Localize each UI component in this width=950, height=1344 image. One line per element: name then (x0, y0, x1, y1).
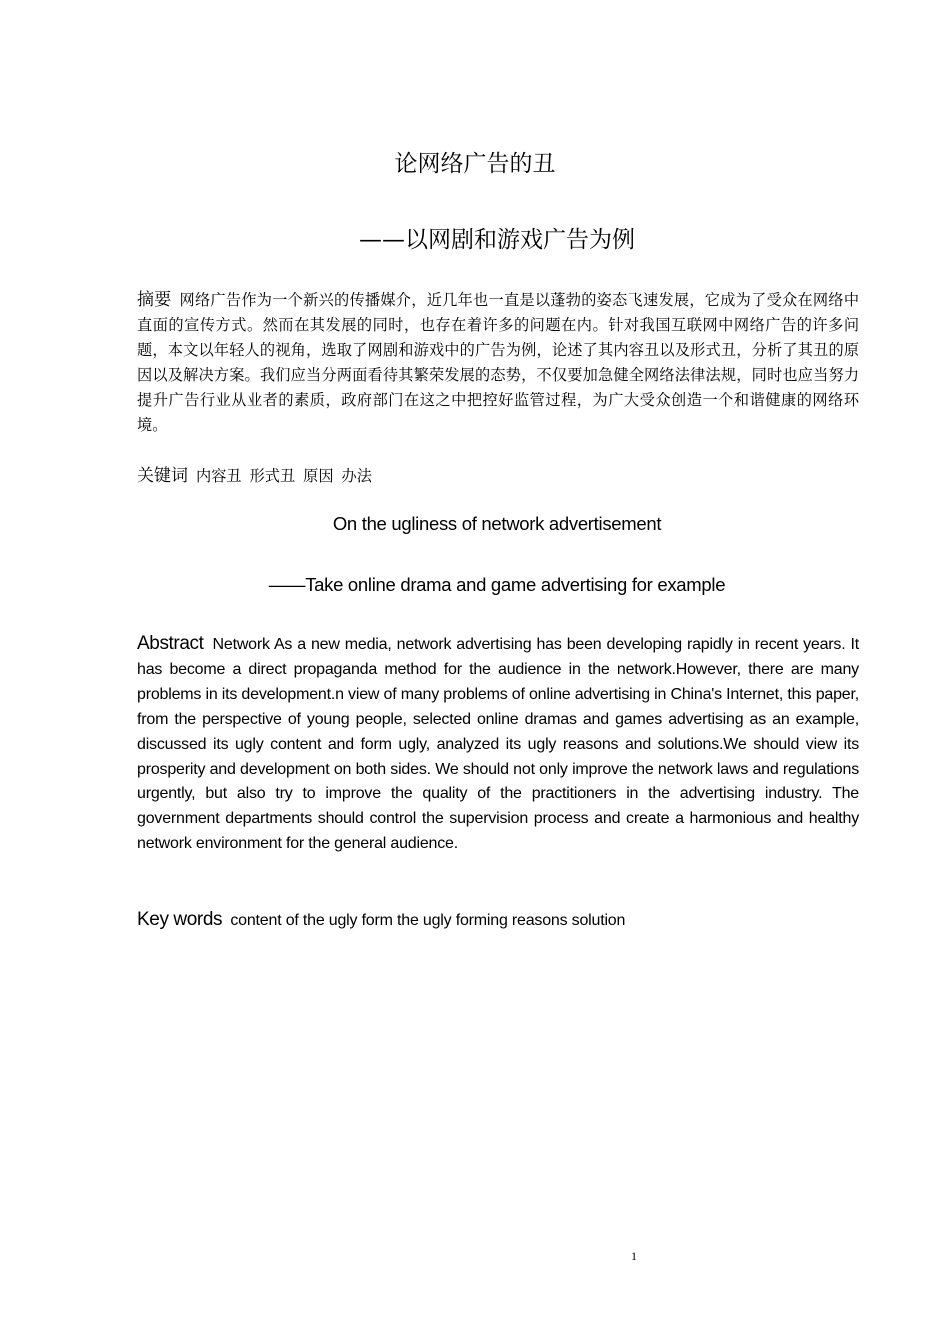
english-keywords-text: content of the ugly form the ugly forming reasons solution (230, 912, 626, 929)
chinese-keywords (137, 463, 859, 489)
english-subtitle: ——Take online drama and game advertising for example (268, 574, 726, 595)
english-keywords-label: Key words (137, 909, 223, 930)
english-abstract-label: Abstract (137, 633, 204, 654)
chinese-abstract (137, 288, 859, 438)
chinese-abstract-text: 网络广告作为一个新兴的传播媒介，近几年也一直是以蓬勃的姿态飞速发展，它成为了受众在网络中直面的宣传方式。然而在其发展的同时，也存在着许多的问题在内。针对我国互联网中网络广告的许多问题，本文以年轻人的视角，选取了网剧和游戏中的广告为例，论述了其内容丑以及形式丑，分析了其丑的原因以及解决方案。我们应当分两面看待其繁荣发展的态势，不仅要加急健全网络法律法规，同时也应当努力提升广告行业从业者的素质，政府部门在这之中把控好监管过程，为广大受众创造一个和谐健康的网络环境。 (137, 291, 860, 434)
chinese-subtitle: ——以网剧和游戏广告为例 (359, 227, 635, 253)
chinese-keyword: 原因 (303, 467, 334, 485)
chinese-keyword: 形式丑 (249, 467, 296, 485)
page-number: 1 (631, 1249, 637, 1263)
chinese-keyword: 办法 (341, 467, 372, 485)
chinese-keywords-label: 关键词 (137, 466, 188, 486)
english-abstract (137, 632, 859, 857)
english-keywords (137, 907, 859, 934)
english-title: On the ugliness of network advertisement (332, 513, 662, 534)
english-abstract-text: Network As a new media, network advertising has been developing rapidly in recent years. It has become a direct propaganda method for the audience in the network.However, there are many problems in its development.n view of many problems of online advertising in China's Internet, this paper, from the perspective of young people, selected online dramas and games advertising as an example, discussed its ugly content and form ugly, analyzed its ugly reasons and solutions.We should view its prosperity and development on both sides. We should not only improve the network laws and regulations urgently, but also try to improve the quality of the practitioners in the advertising industry. The government departments should control the supervision process and create a harmonious and healthy network environment for the general audience. (137, 636, 859, 853)
chinese-abstract-label: 摘要 (137, 290, 172, 310)
chinese-keyword: 内容丑 (196, 467, 242, 485)
chinese-title: 论网络广告的丑 (394, 151, 556, 177)
